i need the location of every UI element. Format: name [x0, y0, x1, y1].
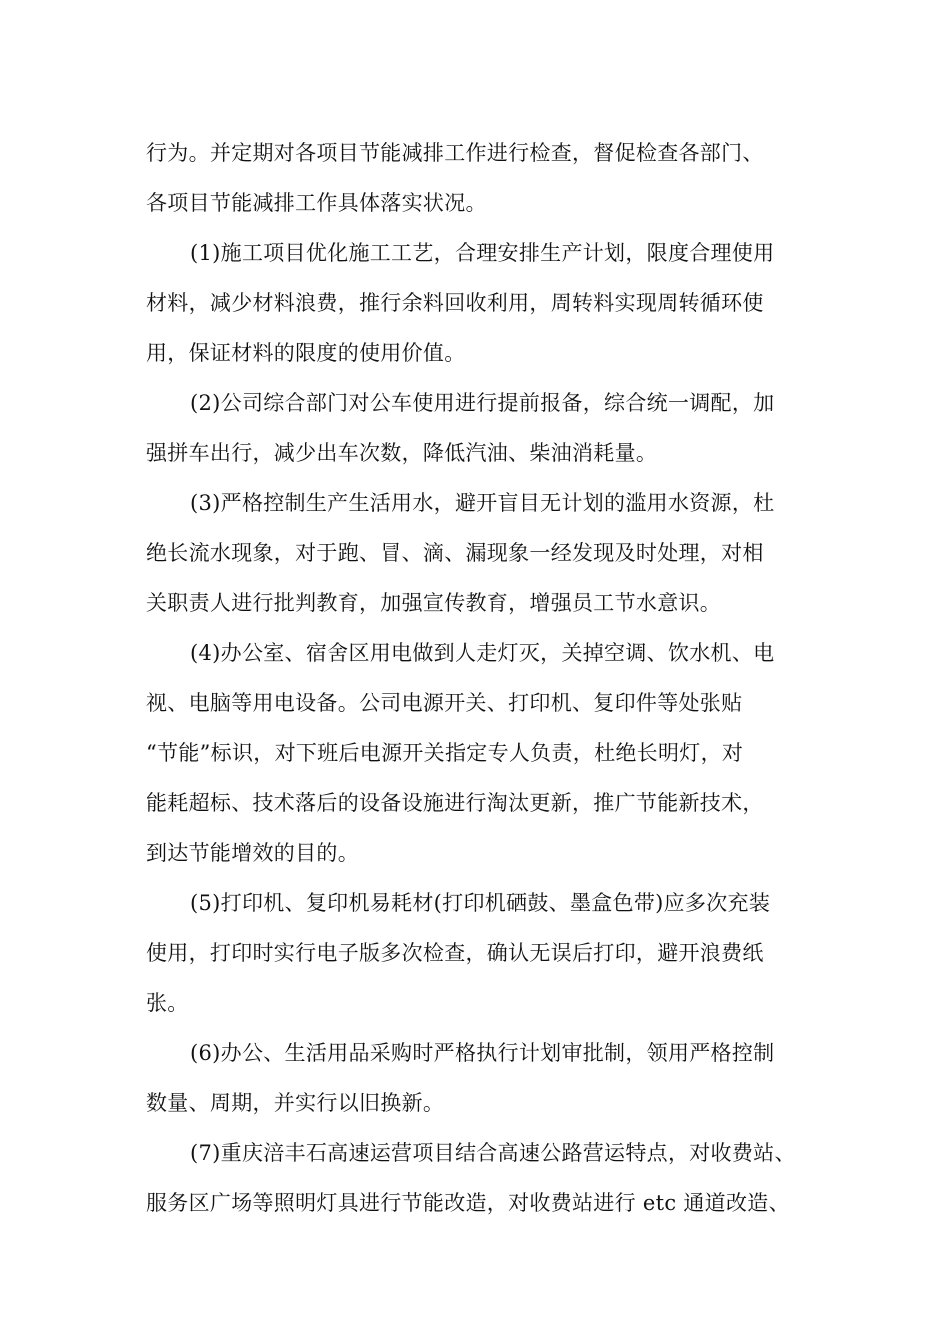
paragraph-item-3	[146, 478, 826, 628]
text-line: 视、电脑等用电设备。公司电源开关、打印机、复印件等处张贴	[146, 691, 743, 715]
paragraph-item-2	[146, 378, 826, 478]
text-line: 能耗超标、技术落后的设备设施进行淘汰更新，推广节能新技术，	[146, 791, 764, 815]
text-line: 数量、周期，并实行以旧换新。	[146, 1091, 445, 1115]
text-line: 用，保证材料的限度的使用价值。	[146, 341, 466, 365]
text-line: 材料，减少材料浪费，推行余料回收利用，周转料实现周转循环使	[146, 291, 764, 315]
text-line: (7)重庆涪丰石高速运营项目结合高速公路营运特点，对收费站、	[190, 1141, 796, 1165]
text-line: 服务区广场等照明灯具进行节能改造，对收费站进行 etc 通道改造、	[146, 1191, 790, 1215]
text-line: (1)施工项目优化施工工艺，合理安排生产计划，限度合理使用	[190, 241, 775, 265]
paragraph-item-1	[146, 228, 826, 378]
paragraph-item-6	[146, 1028, 826, 1128]
text-line: (4)办公室、宿舍区用电做到人走灯灭，关掉空调、饮水机、电	[190, 641, 775, 665]
document-body	[146, 128, 826, 1228]
paragraph-item-5	[146, 878, 826, 1028]
text-line: 关职责人进行批判教育，加强宣传教育，增强员工节水意识。	[146, 591, 722, 615]
text-line: 使用，打印时实行电子版多次检查，确认无误后打印，避开浪费纸	[146, 941, 764, 965]
text-line: 到达节能增效的目的。	[146, 841, 359, 865]
paragraph-intro	[146, 128, 826, 228]
paragraph-item-4	[146, 628, 826, 878]
text-line: “节能”标识，对下班后电源开关指定专人负责，杜绝长明灯，对	[146, 741, 744, 765]
text-line: 强拼车出行，减少出车次数，降低汽油、柴油消耗量。	[146, 441, 658, 465]
text-line: 张。	[146, 991, 189, 1015]
text-line: (2)公司综合部门对公车使用进行提前报备，综合统一调配，加	[190, 391, 775, 415]
text-line: 行为。并定期对各项目节能减排工作进行检查，督促检查各部门、	[146, 141, 764, 165]
text-line: (5)打印机、复印机易耗材(打印机硒鼓、墨盒色带)应多次充装	[190, 891, 771, 915]
text-line: (6)办公、生活用品采购时严格执行计划审批制，领用严格控制	[190, 1041, 775, 1065]
text-line: 绝长流水现象，对于跑、冒、滴、漏现象一经发现及时处理，对相	[146, 541, 764, 565]
text-line: (3)严格控制生产生活用水，避开盲目无计划的滥用水资源，杜	[190, 491, 775, 515]
paragraph-item-7	[146, 1128, 826, 1228]
text-line: 各项目节能减排工作具体落实状况。	[146, 191, 487, 215]
